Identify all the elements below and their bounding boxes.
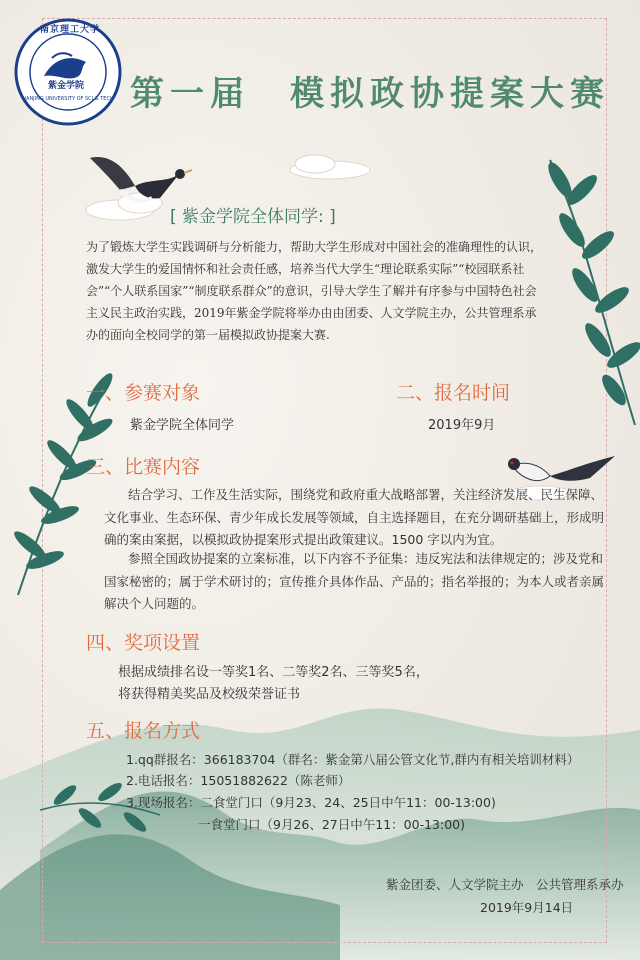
section-content-paragraph-1: 结合学习、工作及生活实际，围绕党和政府重大战略部署，关注经济发展、民生保障、文化事业、生态环保、青少年成长发展等领域，自主选择题目，在充分调研基础上，形成明确的案由案据，以模拟政协提案形式提出政策建议。1500 字以内为宜。 [104, 487, 605, 547]
logo-ring-text: NANJING UNIVERSITY OF SCI & TECH [22, 96, 114, 102]
logo-center-text: 紫金学院 [47, 81, 84, 91]
section-content-paragraph-2: 参照全国政协提案的立案标准，以下内容不予征集：违反宪法和法律规定的；涉及党和国家秘密的；属于学术研讨的；宣传推介具体作品、产品的；指名举报的；为本人或者亲属解决个人问题的。 [104, 551, 605, 611]
greeting-heading: [ 紫金学院全体同学: ] [170, 207, 336, 227]
section-awards-heading: 四、奖项设置 [86, 632, 201, 654]
footer-date: 2019年9月14日 [480, 900, 574, 915]
intro-paragraph: 为了锻炼大学生实践调研与分析能力，帮助大学生形成对中国社会的准确理性的认识，激发大学生的爱国情怀和社会责任感，培养当代大学生“理论联系实际”“校园联系社会”“个人联系国家”“制度联系群众”的意识，引导大学生了解并有序参与中国特色社会主义民主政治实践，2019年紫金学院将举办由由团委、人文学院主办，公共管理系承办的面向全校同学的第一届模拟政协提案大赛. [86, 240, 543, 342]
footer-organizers: 紫金团委、人文学院主办 公共管理系承办 [386, 877, 624, 892]
section-participants-heading: 一、参赛对象 [86, 382, 201, 404]
section-signup-heading: 五、报名方式 [86, 720, 201, 742]
section-time-heading: 二、报名时间 [396, 382, 511, 404]
signup-onsite-1: 3.现场报名：二食堂门口（9月23、24、25日中午11：00-13:00) [126, 795, 496, 810]
section-participants-value: 紫金学院全体同学 [130, 418, 235, 433]
signup-onsite-2: 一食堂门口（9月26、27日中午11：00-13:00) [198, 817, 465, 832]
section-awards-line-1: 根据成绩排名设一等奖1名、二等奖2名、三等奖5名， [118, 665, 429, 680]
page-title: 第一届 模拟政协提案大赛 [130, 74, 610, 114]
signup-qq: 1.qq群报名：366183704（群名：紫金第八届公管文化节,群内有相关培训材料） [126, 752, 580, 767]
section-time-value: 2019年9月 [428, 418, 496, 433]
section-content-heading: 三、比赛内容 [86, 456, 201, 478]
section-awards-line-2: 将获得精美奖品及校级荣誉证书 [118, 687, 301, 702]
signup-phone: 2.电话报名：15051882622（陈老师） [126, 773, 351, 788]
logo-top-text: 南京理工大学 [40, 25, 101, 35]
